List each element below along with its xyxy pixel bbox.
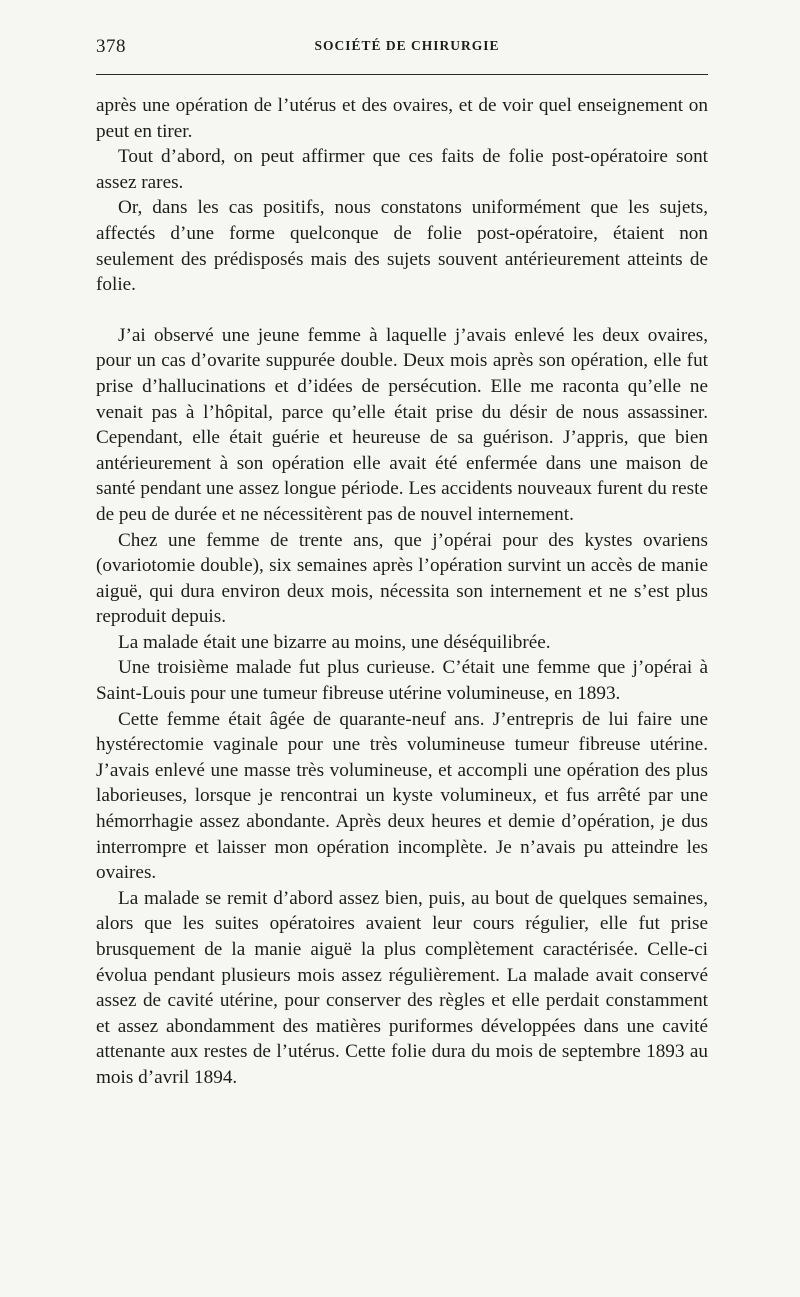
paragraph: La malade se remit d’abord assez bien, puis, au bout de quelques semaines, alors que les suites opératoires avaient leur cours régulier, elle fut prise brusquement de la manie aiguë la plus complètement caractérisée. Celle-ci évolua pendant plusieurs mois assez régulièrement. La malade avait conservé assez de cavité utérine, pour conserver des règles et elle perdait constamment et assez abondamment des matières puriformes développées dans une cavité attenante aux restes de l’utérus. Cette folie dura du mois de septembre 1893 au mois d’avril 1894. (96, 887, 708, 1088)
journal-title: SOCIÉTÉ DE CHIRURGIE (314, 38, 500, 53)
page-number: 378 (96, 36, 126, 57)
header-rule (96, 74, 708, 75)
paragraph: La malade était une bizarre au moins, une déséquilibrée. (118, 631, 551, 653)
body-text (96, 93, 708, 1091)
paragraph: Or, dans les cas positifs, nous constatons uniformément que les sujets, affectés d’une forme quelconque de folie post-opératoire, étaient non seulement des prédisposés mais des sujets souvent antérieurement atteints de folie. (96, 197, 708, 296)
paragraph-continuation: après une opération de l’utérus et des ovaires, et de voir quel enseignement on peut en tirer. (96, 95, 708, 142)
paragraph-case-one: J’ai observé une jeune femme à laquelle j’avais enlevé les deux ovaires, pour un cas d’ovarite suppurée double. Deux mois après son opération, elle fut prise d’hallucinations et d’idées de persécution. Elle me raconta qu’elle ne venait pas à l’hôpital, parce qu’elle était prise du désir de nous assassiner. Cependant, elle était guérie et heureuse de sa guérison. J’appris, que bien antérieurement à son opération elle avait été enfermée dans une maison de santé pendant une assez longue période. Les accidents nouveaux furent du reste de peu de durée et ne nécessitèrent pas de nouvel internement. (96, 324, 708, 525)
paragraph-case-three: Une troisième malade fut plus curieuse. C’était une femme que j’opérai à Saint-Louis pour une tumeur fibreuse utérine volumineuse, en 1893. (96, 657, 708, 705)
paragraph: Tout d’abord, on peut affirmer que ces faits de folie post-opératoire sont assez rares. (96, 146, 708, 193)
paragraph-case-two: Chez une femme de trente ans, que j’opérai pour des kystes ovariens (ovariotomie double), six semaines après l’opération survint un accès de manie aiguë, qui dura environ deux mois, nécessita son internement et ne s’est plus reproduit depuis. (96, 529, 708, 628)
running-head (96, 36, 708, 58)
paragraph: Cette femme était âgée de quarante-neuf ans. J’entrepris de lui faire une hystérectomie vaginale pour une très volumineuse tumeur fibreuse utérine. J’avais enlevé une masse très volumineuse, et accompli une opération des plus laborieuses, lorsque je rencontrai un kyste volumineux, et fus arrêté par une hémorrhagie assez abondante. Après deux heures et demie d’opération, je dus interrompre et laisser mon opération incomplète. Je n’avais pu atteindre les ovaires. (96, 708, 708, 884)
